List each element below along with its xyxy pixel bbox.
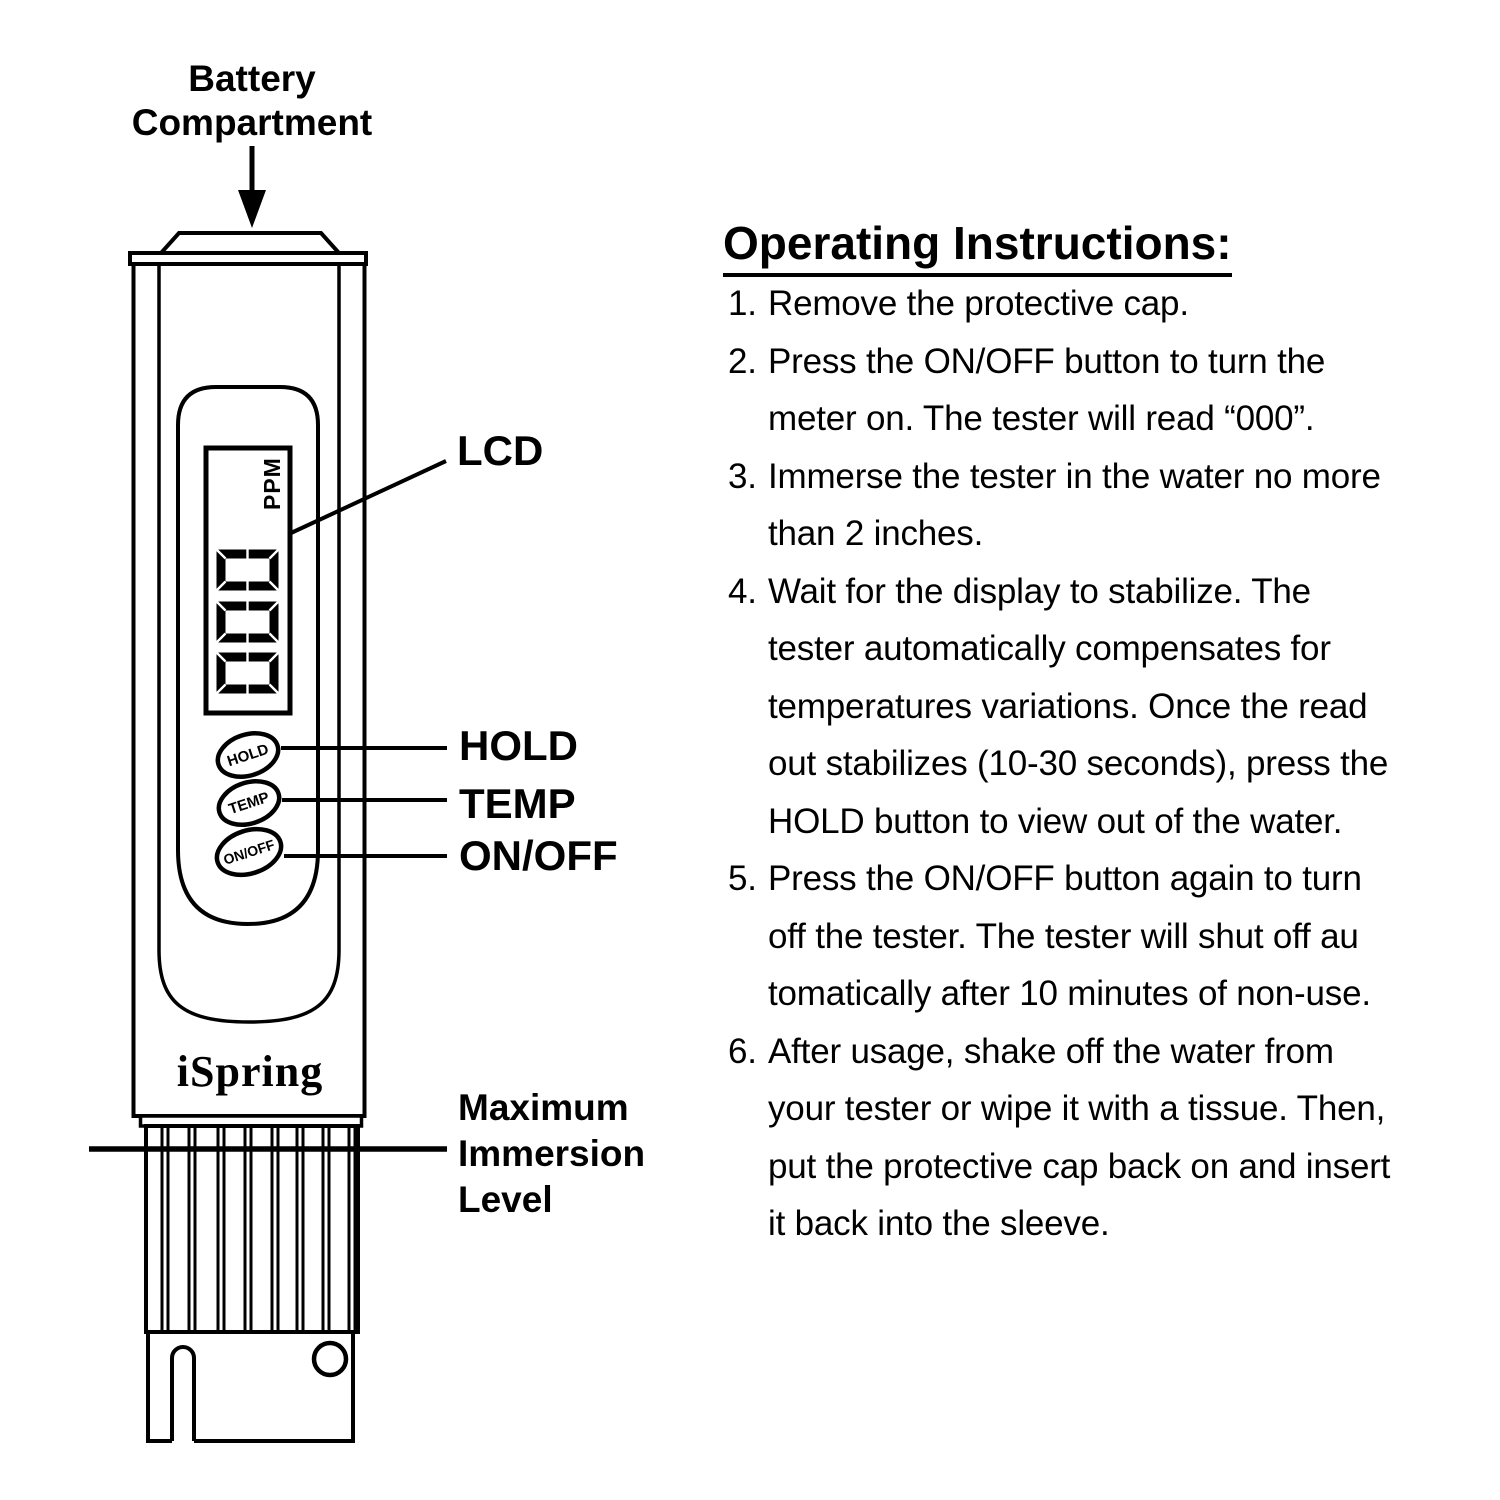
cap-rim [130, 253, 366, 264]
instruction-line: it back into the sleeve. [768, 1204, 1110, 1243]
immersion-label-line1: Maximum [458, 1087, 629, 1128]
lcd-label: LCD [457, 427, 544, 474]
battery-label-line2: Compartment [131, 102, 373, 143]
battery-cap [161, 233, 339, 253]
instruction-line: Wait for the display to stabilize. The [768, 571, 1311, 611]
instructions-heading: Operating Instructions: [723, 216, 1232, 277]
item-number: 1. [728, 284, 757, 323]
battery-label-line1: Battery [188, 58, 316, 99]
instruction-line: your tester or wipe it with a tissue. Then, [768, 1089, 1386, 1128]
item-number: 5. [728, 859, 757, 898]
battery-compartment-label [90, 57, 414, 145]
temp-button-text: TEMP [226, 788, 272, 819]
instruction-line: tester automatically compensates for [768, 629, 1331, 668]
hold-label: HOLD [459, 722, 578, 769]
instruction-line: HOLD button to view out of the water. [768, 801, 1343, 841]
probe-hole [314, 1343, 346, 1375]
instruction-item [728, 563, 1390, 851]
instruction-line: Remove the protective cap. [768, 284, 1189, 323]
battery-arrow [238, 146, 266, 228]
instruction-line: Press the ON/OFF button again to turn [768, 859, 1362, 898]
instruction-line: out stabilizes (10-30 seconds), press the [768, 744, 1389, 783]
instruction-item [728, 1023, 1390, 1253]
hold-button-text: HOLD [225, 740, 271, 771]
item-number: 4. [728, 571, 757, 611]
instruction-line: tomatically after 10 minutes of non-use. [768, 974, 1371, 1013]
onoff-label: ON/OFF [459, 832, 618, 879]
instructions-list [728, 275, 1390, 1253]
instruction-line: off the tester. The tester will shut off au [768, 916, 1359, 956]
instruction-item [728, 448, 1390, 563]
immersion-label-line3: Level [458, 1179, 553, 1220]
item-number: 6. [728, 1031, 757, 1071]
item-number: 2. [728, 341, 757, 381]
instruction-item [728, 333, 1390, 448]
lcd-unit-text: PPM [259, 457, 285, 510]
item-number: 3. [728, 456, 757, 496]
instruction-line: After usage, shake off the water from [768, 1031, 1334, 1071]
instruction-line: than 2 inches. [768, 514, 984, 553]
instruction-line: temperatures variations. Once the read [768, 686, 1368, 726]
brand-logo-text: iSpring [176, 1047, 324, 1096]
sensor-section [141, 1116, 362, 1441]
instruction-line: put the protective cap back on and insert [768, 1146, 1391, 1186]
immersion-label-line2: Immersion [458, 1133, 646, 1174]
instruction-item [728, 275, 1390, 333]
instruction-item [728, 850, 1390, 1023]
onoff-button-text: ON/OFF [221, 836, 277, 868]
temp-label: TEMP [459, 780, 576, 827]
instruction-line: meter on. The tester will read “000”. [768, 399, 1315, 438]
immersion-level-label [458, 1085, 645, 1223]
instruction-line: Immerse the tester in the water no more [768, 456, 1381, 496]
instruction-line: Press the ON/OFF button to turn the [768, 341, 1326, 381]
